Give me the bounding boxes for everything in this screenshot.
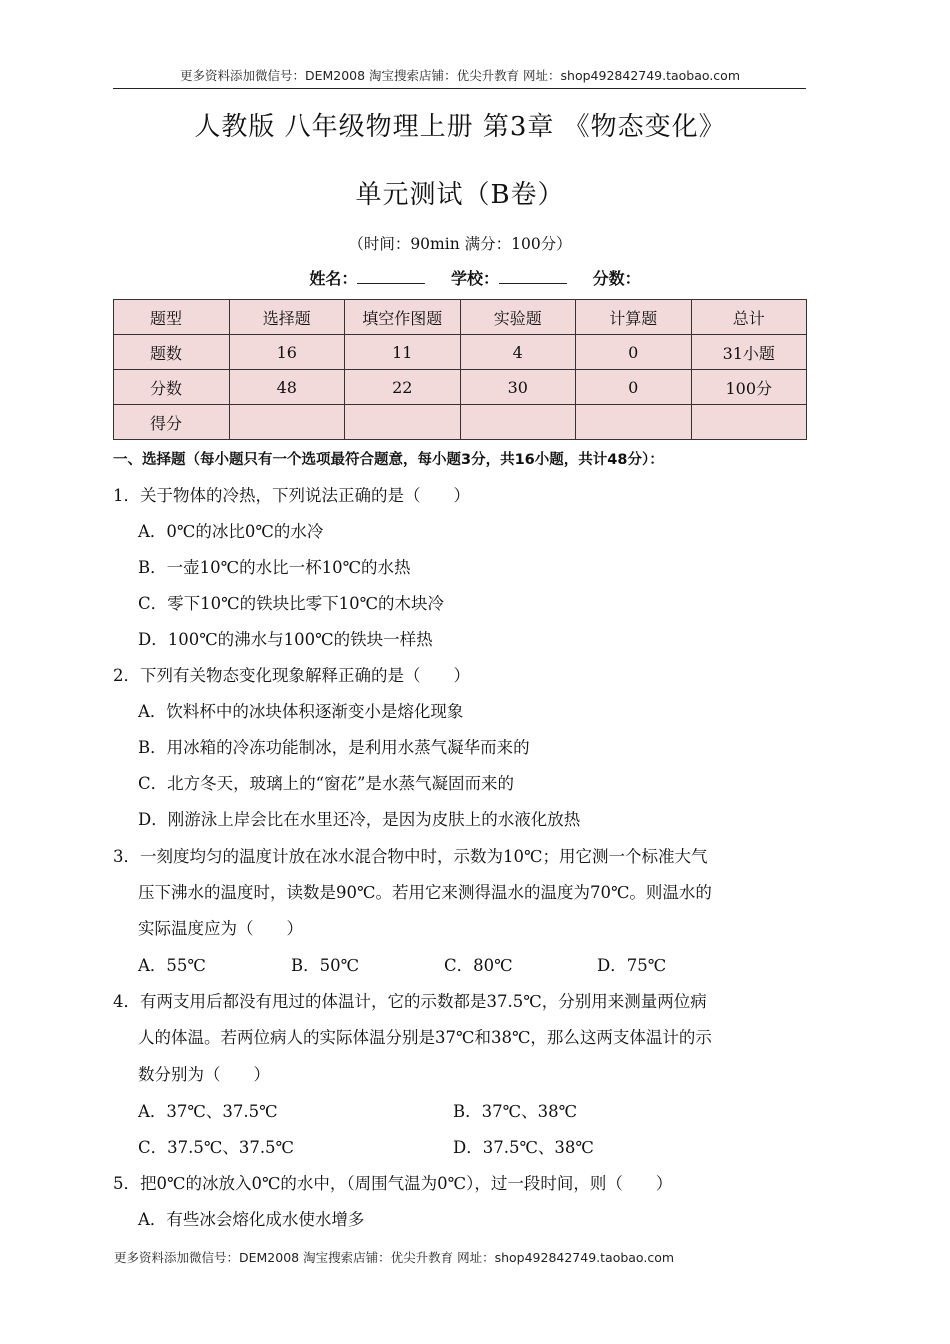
question-1-option-a: A．0℃的冰比0℃的水冷 <box>138 522 324 541</box>
score-entry-cell[interactable] <box>576 405 692 440</box>
table-cell: 22 <box>345 370 461 405</box>
question-5-stem: 5．把0℃的冰放入0℃的水中，（周围气温为0℃），过一段时间，则（ ） <box>113 1174 673 1193</box>
question-3-option-c: C．80℃ <box>444 956 513 975</box>
question-4-option-d: D．37.5℃、38℃ <box>453 1138 594 1157</box>
question-3-option-b: B．50℃ <box>291 956 360 975</box>
table-row <box>114 370 807 405</box>
page-header: 更多资料添加微信号：DEM2008 淘宝搜索店铺：优尖升教育 网址：shop492842749.taobao.com <box>179 68 741 83</box>
question-2-option-d: D．刚游泳上岸会比在水里还冷，是因为皮肤上的水液化放热 <box>138 810 581 829</box>
exam-subtitle: 单元测试（B卷） <box>355 180 565 210</box>
question-4-stem-cont: 人的体温。若两位病人的实际体温分别是37℃和38℃，那么这两支体温计的示 <box>138 1028 712 1047</box>
question-2-option-a: A．饮料杯中的冰块体积逐渐变小是熔化现象 <box>138 702 464 721</box>
table-header-cell: 选择题 <box>229 300 345 335</box>
table-header-cell: 填空作图题 <box>345 300 461 335</box>
table-cell: 16 <box>229 335 345 370</box>
question-1-option-d: D．100℃的沸水与100℃的铁块一样热 <box>138 630 433 649</box>
table-cell: 分数 <box>114 370 230 405</box>
question-2-option-c: C．北方冬天，玻璃上的“窗花”是水蒸气凝固而来的 <box>138 774 514 793</box>
school-blank[interactable] <box>499 269 567 284</box>
score-entry-cell[interactable] <box>691 405 807 440</box>
question-1-option-c: C．零下10℃的铁块比零下10℃的木块冷 <box>138 594 445 613</box>
table-header-cell: 题型 <box>114 300 230 335</box>
name-blank[interactable] <box>357 269 425 284</box>
table-cell: 11 <box>345 335 461 370</box>
question-3-option-a: A．55℃ <box>138 956 206 975</box>
score-entry-cell[interactable] <box>229 405 345 440</box>
school-label: 学校： <box>450 269 499 288</box>
score-table-header-row <box>114 300 807 335</box>
exam-title: 人教版 八年级物理上册 第3章 《物态变化》 <box>194 112 726 142</box>
table-row <box>114 335 807 370</box>
time-info: （时间：90min 满分：100分） <box>348 235 572 253</box>
question-4-option-a: A．37℃、37.5℃ <box>138 1102 278 1121</box>
table-cell: 题数 <box>114 335 230 370</box>
score-entry-cell[interactable] <box>460 405 576 440</box>
name-label: 姓名： <box>309 269 358 288</box>
question-3-stem-cont: 压下沸水的温度时，读数是90℃。若用它来测得温水的温度为70℃。则温水的 <box>138 883 712 902</box>
section-heading: 一、选择题（每小题只有一个选项最符合题意，每小题3分，共16小题，共计48分）： <box>113 452 664 468</box>
page-footer: 更多资料添加微信号：DEM2008 淘宝搜索店铺：优尖升教育 网址：shop492842749.taobao.com <box>114 1250 675 1265</box>
table-header-cell: 实验题 <box>460 300 576 335</box>
table-cell: 0 <box>576 370 692 405</box>
question-4-option-b: B．37℃、38℃ <box>453 1102 578 1121</box>
question-4-stem: 4．有两支用后都没有甩过的体温计，它的示数都是37.5℃，分别用来测量两位病 <box>113 992 707 1011</box>
question-3-option-d: D．75℃ <box>597 956 667 975</box>
question-3-stem-cont: 实际温度应为（ ） <box>138 919 303 938</box>
question-5-option-a: A．有些冰会熔化成水使水增多 <box>138 1210 365 1229</box>
table-cell: 48 <box>229 370 345 405</box>
table-cell: 4 <box>460 335 576 370</box>
score-entry-cell[interactable] <box>345 405 461 440</box>
table-cell: 100分 <box>691 370 807 405</box>
question-4-stem-cont: 数分别为（ ） <box>138 1065 270 1084</box>
score-table <box>113 299 807 440</box>
score-label: 分数： <box>592 269 641 288</box>
table-cell: 31小题 <box>691 335 807 370</box>
question-1-stem: 1．关于物体的冷热，下列说法正确的是（ ） <box>113 486 470 505</box>
header-divider <box>113 88 806 89</box>
question-2-option-b: B．用冰箱的冷冻功能制冰，是利用水蒸气凝华而来的 <box>138 738 530 757</box>
question-4-option-c: C．37.5℃、37.5℃ <box>138 1138 295 1157</box>
student-info <box>0 266 950 289</box>
question-1-option-b: B．一壶10℃的水比一杯10℃的水热 <box>138 558 411 577</box>
question-3-stem: 3．一刻度均匀的温度计放在冰水混合物中时，示数为10℃；用它测一个标准大气 <box>113 847 708 866</box>
table-header-cell: 计算题 <box>576 300 692 335</box>
table-row <box>114 405 807 440</box>
table-cell: 得分 <box>114 405 230 440</box>
question-2-stem: 2．下列有关物态变化现象解释正确的是（ ） <box>113 666 470 685</box>
table-cell: 0 <box>576 335 692 370</box>
table-cell: 30 <box>460 370 576 405</box>
table-header-cell: 总计 <box>691 300 807 335</box>
